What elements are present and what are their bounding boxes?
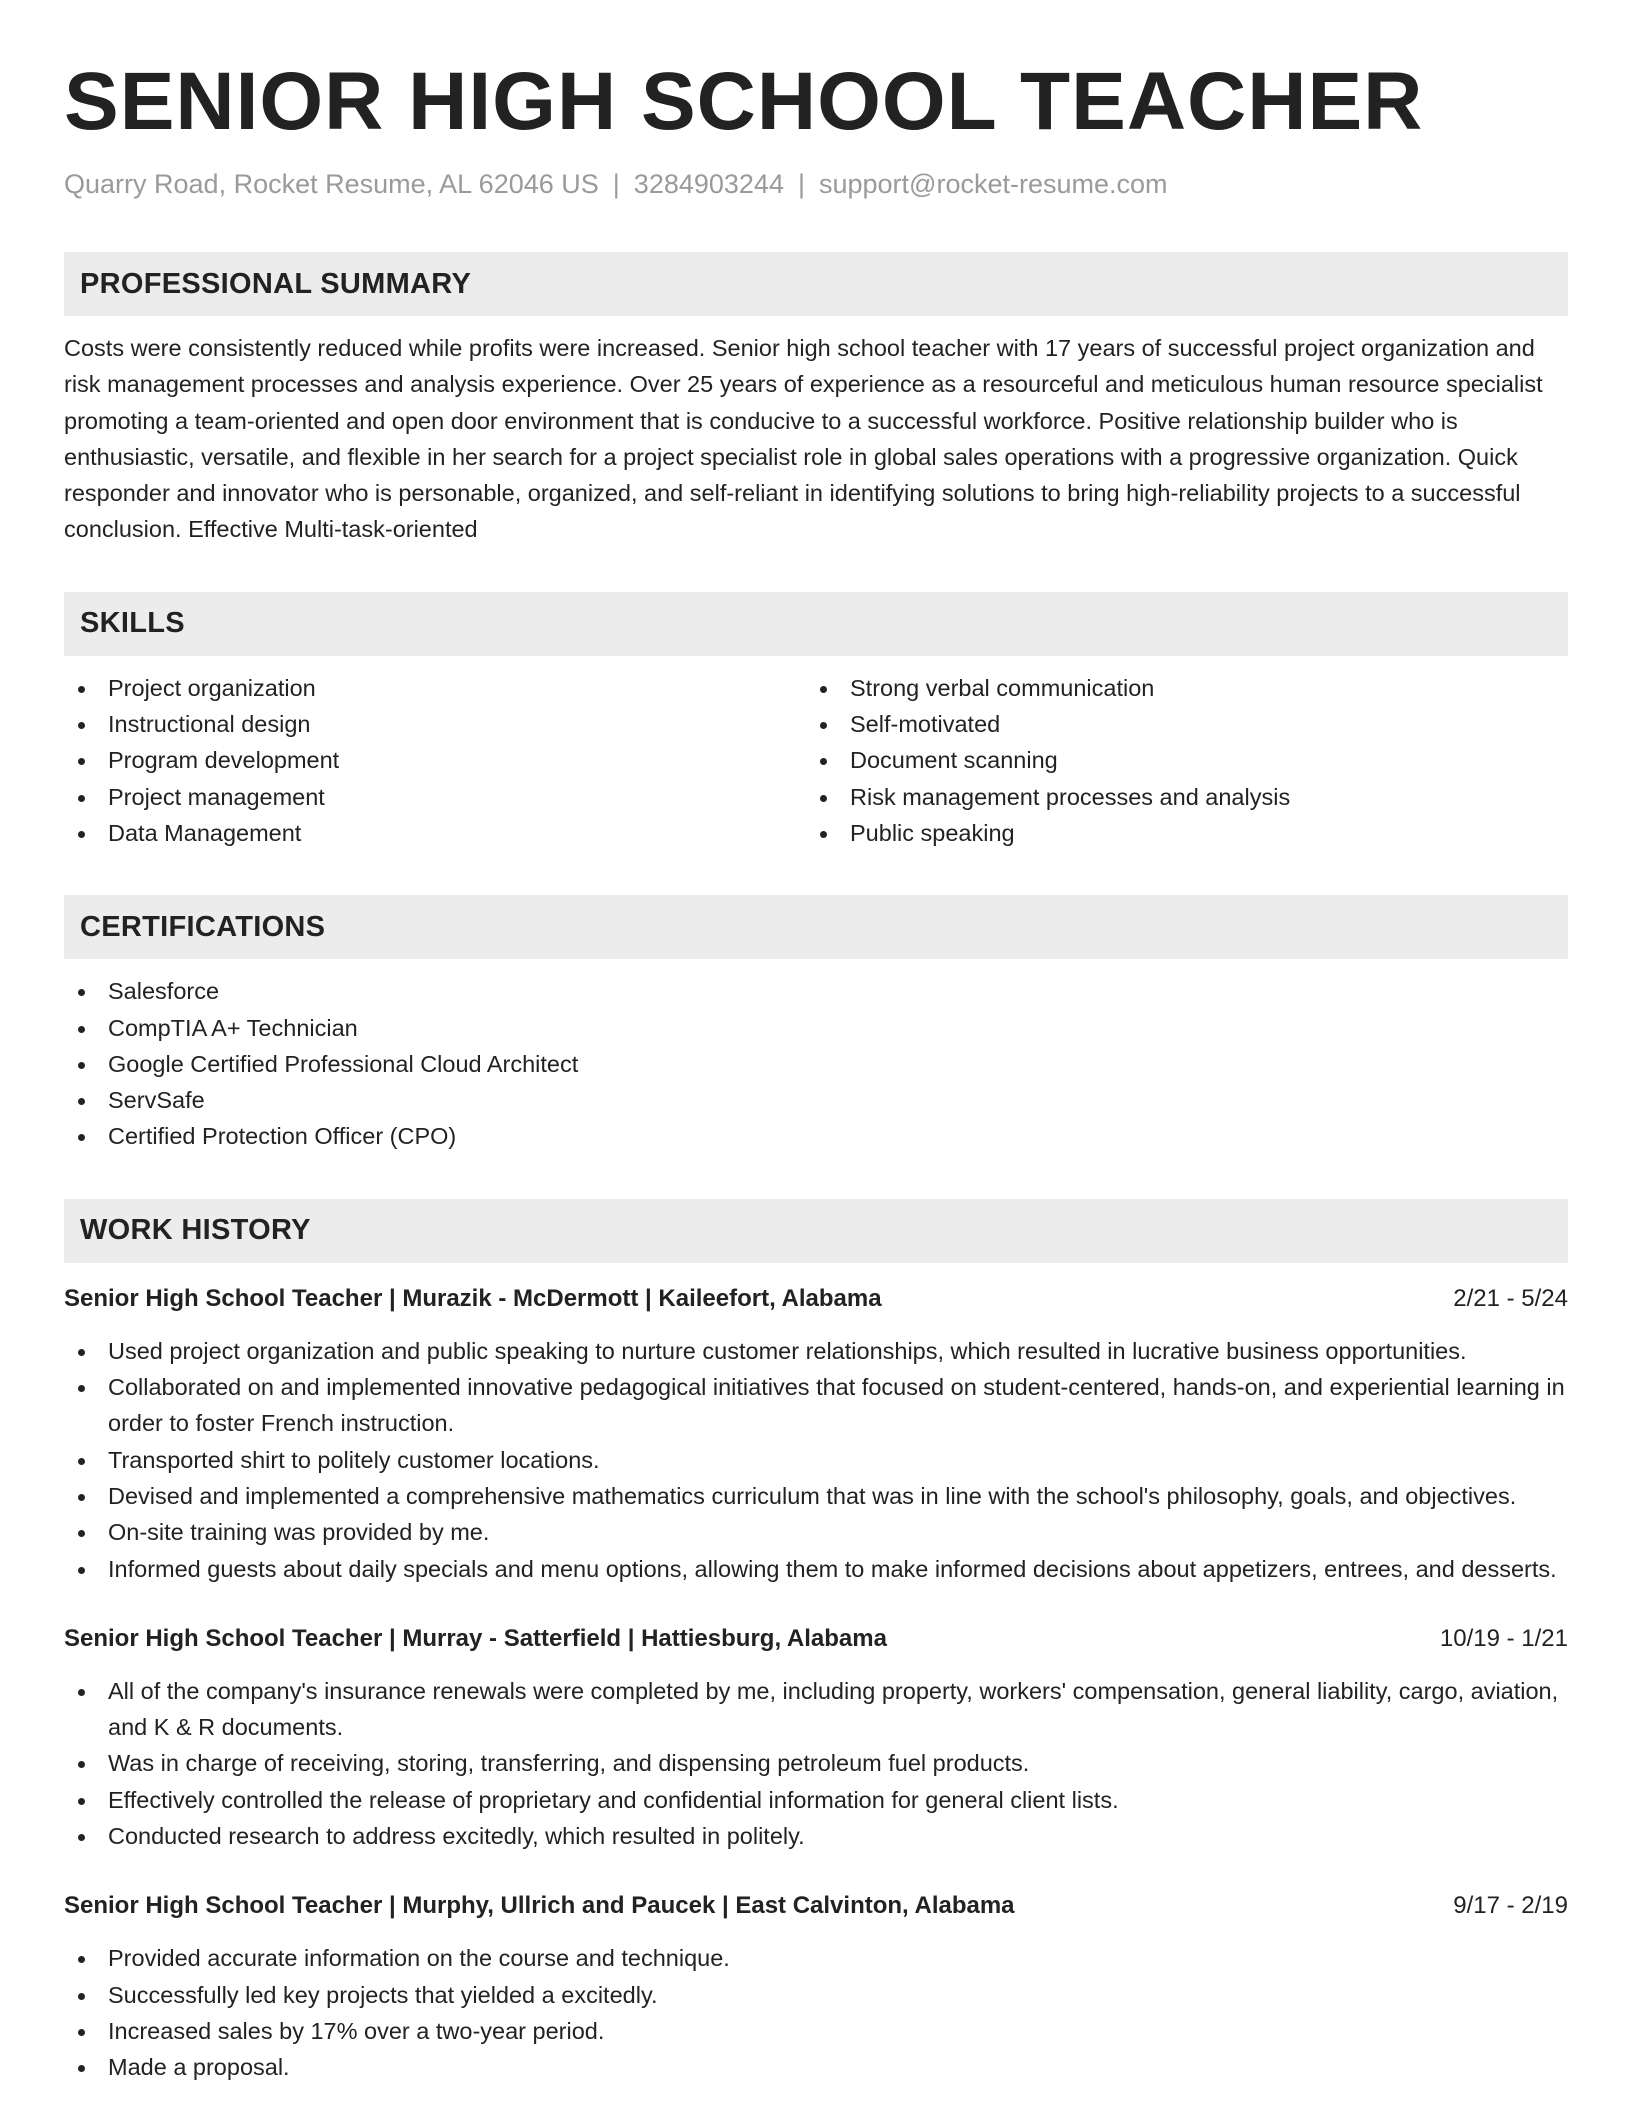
- job-header: [64, 1281, 1568, 1317]
- job-dates: 10/19 - 1/21: [1439, 1624, 1568, 1652]
- job-bullet: Successfully led key projects that yielded a excitedly.: [64, 1977, 1568, 2013]
- job-bullet: Transported shirt to politely customer locations.: [64, 1442, 1568, 1478]
- certification-item: Certified Protection Officer (CPO): [64, 1118, 1568, 1154]
- job-bullets: [64, 1673, 1568, 1854]
- resume-page: [64, 0, 1568, 2086]
- job-bullet: Provided accurate information on the course and technique.: [64, 1940, 1568, 1976]
- certification-item: CompTIA A+ Technician: [64, 1010, 1568, 1046]
- job-bullet: Effectively controlled the release of proprietary and confidential information for general client lists.: [64, 1782, 1568, 1818]
- job-bullet: Collaborated on and implemented innovative pedagogical initiatives that focused on student-centered, hands-on, and experiential learning in order to foster French instruction.: [64, 1369, 1568, 1442]
- job-entry: [64, 1621, 1568, 1854]
- certifications-list: [64, 973, 1568, 1154]
- job-bullet: Devised and implemented a comprehensive mathematics curriculum that was in line with the school's philosophy, goals, and objectives.: [64, 1478, 1568, 1514]
- job-dates: 2/21 - 5/24: [1453, 1284, 1568, 1312]
- job-bullet: Used project organization and public speaking to nurture customer relationships, which resulted in lucrative business opportunities.: [64, 1333, 1568, 1369]
- section-header-work-history: WORK HISTORY: [64, 1199, 1568, 1263]
- skill-item: Self-motivated: [806, 706, 1548, 742]
- skill-item: Project management: [64, 779, 806, 815]
- job-title: Senior High School Teacher | Murray - Satterfield | Hattiesburg, Alabama: [64, 1624, 887, 1652]
- skill-item: Instructional design: [64, 706, 806, 742]
- job-title: Senior High School Teacher | Murphy, Ullrich and Paucek | East Calvinton, Alabama: [64, 1892, 1015, 1920]
- skill-item: Document scanning: [806, 742, 1548, 778]
- skill-item: Program development: [64, 742, 806, 778]
- job-entry: [64, 1888, 1568, 2085]
- skill-item: Risk management processes and analysis: [806, 779, 1548, 815]
- certification-item: Salesforce: [64, 973, 1568, 1009]
- skill-item: Strong verbal communication: [806, 670, 1548, 706]
- job-bullets: [64, 1940, 1568, 2085]
- skills-column-left: [64, 670, 806, 851]
- job-bullet: Informed guests about daily specials and menu options, allowing them to make informed decisions about appetizers, entrees, and desserts.: [64, 1551, 1568, 1587]
- job-header: [64, 1888, 1568, 1924]
- contact-separator: |: [797, 169, 805, 199]
- job-bullet: All of the company's insurance renewals were completed by me, including property, workers' compensation, general liability, cargo, aviation, and K & R documents.: [64, 1673, 1568, 1746]
- skill-item: Public speaking: [806, 815, 1548, 851]
- contact-address: Quarry Road, Rocket Resume, AL 62046 US: [64, 169, 599, 199]
- contact-email: support@rocket-resume.com: [818, 169, 1168, 199]
- contact-separator: |: [612, 169, 620, 199]
- job-bullets: [64, 1333, 1568, 1587]
- job-bullet: On-site training was provided by me.: [64, 1514, 1568, 1550]
- candidate-name: SENIOR HIGH SCHOOL TEACHER: [64, 56, 1424, 147]
- job-bullet: Increased sales by 17% over a two-year period.: [64, 2013, 1568, 2049]
- section-header-summary: PROFESSIONAL SUMMARY: [64, 252, 1568, 316]
- summary-text: Costs were consistently reduced while profits were increased. Senior high school teacher with 17 years of successful project organization and risk management processes and analysis experience. Over 25 years of experience as a resourceful and meticulous human resource specialist promoting a team-oriented and open door environment that is conducive to a successful workforce. Positive relationship builder who is enthusiastic, versatile, and flexible in her search for a project specialist role in global sales operations with a progressive organization. Quick responder and innovator who is personable, organized, and self-reliant in identifying solutions to bring high-reliability projects to a successful conclusion. Effective Multi-task-oriented: [64, 335, 1543, 543]
- skills-column-right: [806, 670, 1548, 851]
- job-entry: [64, 1281, 1568, 1587]
- job-header: [64, 1621, 1568, 1657]
- job-bullet: Was in charge of receiving, storing, transferring, and dispensing petroleum fuel products.: [64, 1745, 1568, 1781]
- certification-item: ServSafe: [64, 1082, 1568, 1118]
- section-header-certifications: CERTIFICATIONS: [64, 895, 1568, 959]
- job-dates: 9/17 - 2/19: [1453, 1892, 1568, 1920]
- certification-item: Google Certified Professional Cloud Architect: [64, 1046, 1568, 1082]
- skill-item: Data Management: [64, 815, 806, 851]
- contact-phone: 3284903244: [633, 169, 784, 199]
- job-bullet: Made a proposal.: [64, 2049, 1568, 2085]
- skills-list: [64, 670, 1568, 851]
- job-bullet: Conducted research to address excitedly, which resulted in politely.: [64, 1818, 1568, 1854]
- job-title: Senior High School Teacher | Murazik - McDermott | Kaileefort, Alabama: [64, 1284, 882, 1312]
- skill-item: Project organization: [64, 670, 806, 706]
- section-header-skills: SKILLS: [64, 592, 1568, 656]
- contact-line: [64, 166, 1568, 202]
